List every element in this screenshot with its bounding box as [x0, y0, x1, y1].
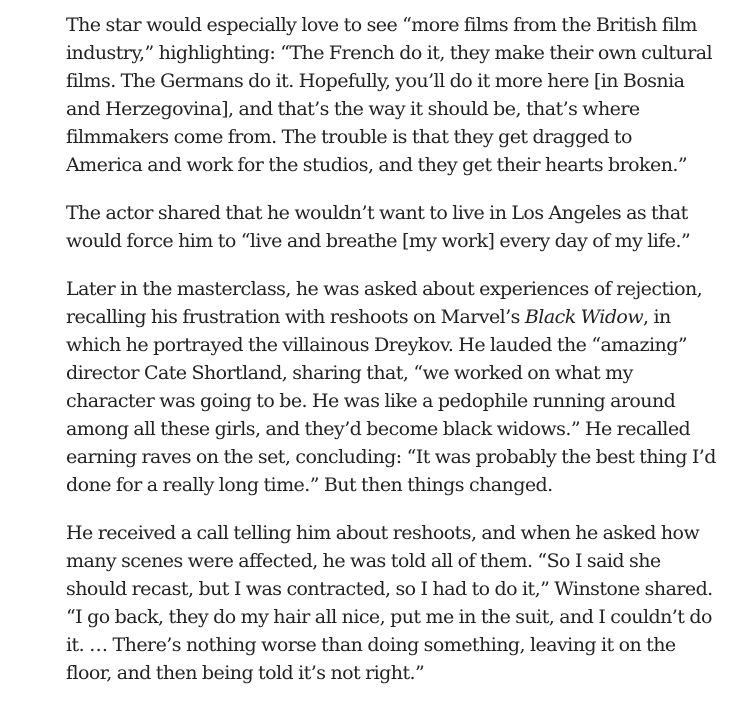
paragraph-line: many scenes were affected, he was told all of them. “So I said she — [66, 550, 661, 572]
paragraph-line: filmmakers come from. The trouble is that they get dragged to — [66, 126, 632, 148]
paragraph-line: He received a call telling him about reshoots, and when he asked how — [66, 522, 700, 544]
paragraph-line: floor, and then being told it’s not right.” — [66, 662, 425, 684]
paragraph-line: among all these girls, and they’d become black widows.” He recalled — [66, 418, 691, 440]
paragraph-british-film-industry — [66, 11, 726, 179]
paragraph-line: it. … There’s nothing worse than doing something, leaving it on the — [66, 634, 676, 656]
paragraph-line: America and work for the studios, and they get their hearts broken.” — [66, 154, 688, 176]
paragraph-line: films. The Germans do it. Hopefully, you’ll do it more here [in Bosnia — [66, 70, 685, 92]
paragraph-line: director Cate Shortland, sharing that, “we worked on what my — [66, 362, 633, 384]
paragraph-line: done for a really long time.” But then things changed. — [66, 474, 553, 496]
line-text: , in — [643, 306, 671, 328]
article-body — [66, 11, 726, 707]
paragraph-line: earning raves on the set, concluding: “It was probably the best thing I’d — [66, 446, 716, 468]
paragraph-line: which he portrayed the villainous Dreykov. He lauded the “amazing” — [66, 334, 688, 356]
paragraph-line: should recast, but I was contracted, so I had to do it,” Winstone shared. — [66, 578, 713, 600]
paragraph-line: The actor shared that he wouldn’t want to live in Los Angeles as that — [66, 202, 688, 224]
line-text: recalling his frustration with reshoots on Marvel’s — [66, 306, 525, 328]
paragraph-line: The star would especially love to see “more films from the British film — [66, 14, 697, 36]
film-title-black-widow: Black Widow — [524, 306, 644, 328]
paragraph-masterclass-rejection — [66, 275, 726, 499]
paragraph-line: “I go back, they do my hair all nice, put me in the suit, and I couldn’t do — [66, 606, 712, 628]
paragraph-line: would force him to “live and breathe [my work] every day of my life.” — [66, 230, 691, 252]
paragraph-line: industry,” highlighting: “The French do it, they make their own cultural — [66, 42, 713, 64]
paragraph-los-angeles — [66, 199, 726, 255]
paragraph-line-with-title — [66, 303, 726, 331]
paragraph-line: Later in the masterclass, he was asked about experiences of rejection, — [66, 278, 703, 300]
paragraph-line: character was going to be. He was like a pedophile running around — [66, 390, 676, 412]
paragraph-reshoots — [66, 519, 726, 687]
paragraph-line: and Herzegovina], and that’s the way it should be, that’s where — [66, 98, 640, 120]
